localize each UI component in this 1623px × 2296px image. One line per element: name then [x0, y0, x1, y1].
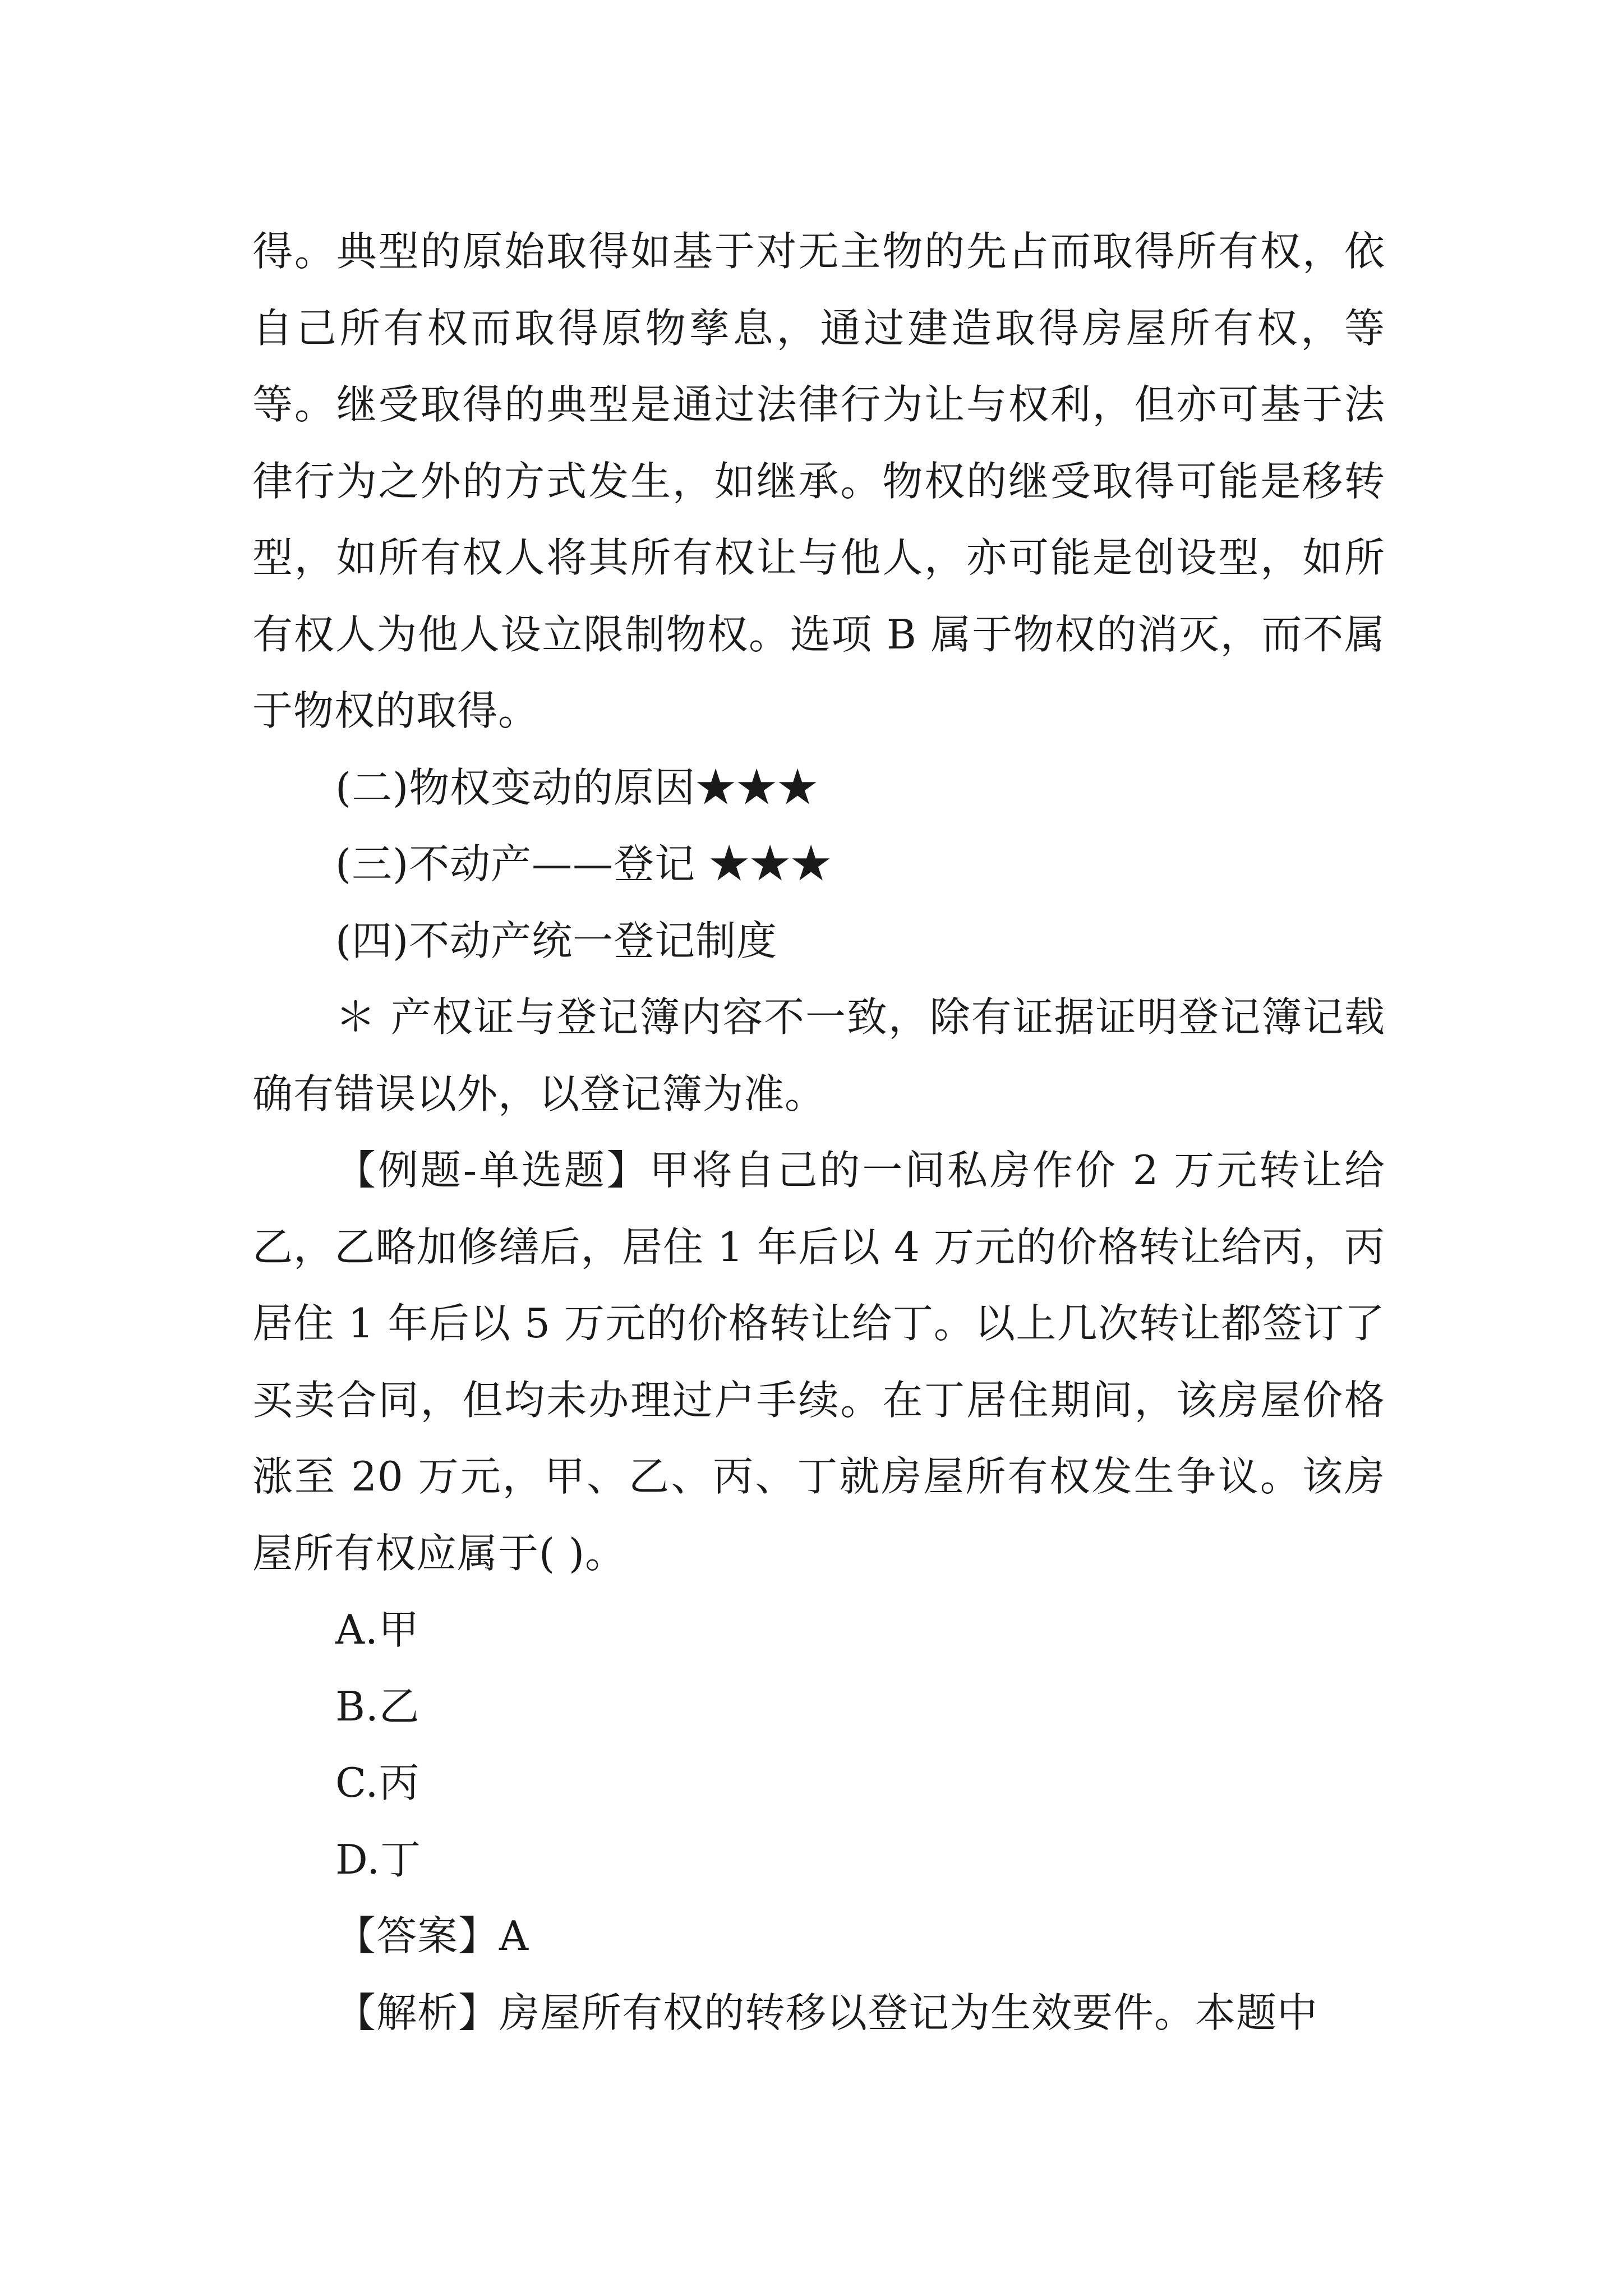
heading-real-estate-registration: (三)不动产——登记 ★★★: [335, 840, 832, 887]
option-a: A.甲: [335, 1606, 419, 1653]
heading-causes-of-change: (二)物权变动的原因★★★: [335, 763, 819, 811]
paragraph-certificate-vs-register: ＊ 产权证与登记簿内容不一致，除有证据证明登记簿记载确有错误以外，以登记簿为准。: [252, 993, 1385, 1117]
document-body: [252, 213, 1385, 2051]
option-b: B.乙: [335, 1682, 420, 1730]
question-example: 【例题-单选题】甲将自己的一间私房作价 2 万元转让给乙，乙略加修缮后，居住 1 年后以 4 万元的价格转让给丙，丙居住 1 年后以 5 万元的价格转让给丁。以上几次转让都签订了买卖合同，但均未办理过户手续。在丁居住期间，该房屋价格涨至 20 万元，甲、乙、丙、丁就房屋所有权发生争议。该房屋所有权应属于( )。: [252, 1147, 1385, 1577]
option-d: D.丁: [335, 1835, 422, 1883]
option-c: C.丙: [335, 1759, 420, 1806]
answer-line: 【答案】A: [335, 1912, 529, 1959]
analysis-line: 【解析】房屋所有权的转移以登记为生效要件。本题中: [335, 1989, 1318, 2036]
paragraph-original-acquisition: 得。典型的原始取得如基于对无主物的先占而取得所有权，依自己所有权而取得原物孳息，通过建造取得房屋所有权，等等。继受取得的典型是通过法律行为让与权利，但亦可基于法律行为之外的方式发生，如继承。物权的继受取得可能是移转型，如所有权人将其所有权让与他人，亦可能是创设型，如所有权人为他人设立限制物权。选项 B 属于物权的消灭，而不属于物权的取得。: [252, 228, 1385, 734]
heading-unified-registration: (四)不动产统一登记制度: [335, 917, 778, 964]
